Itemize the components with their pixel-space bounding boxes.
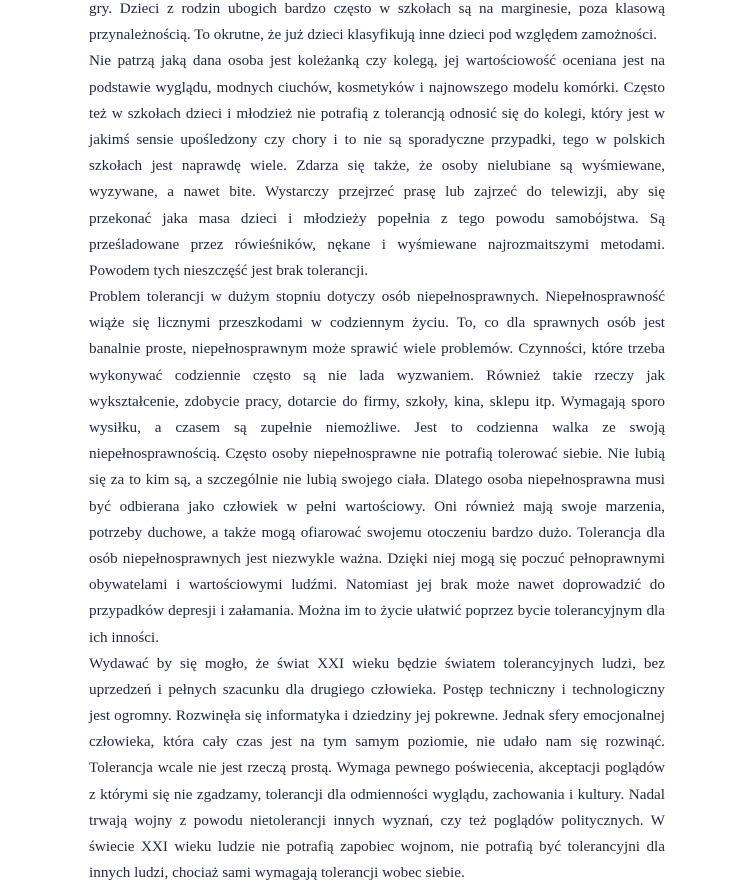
text-line: być odbierana jako człowiek w pełni wartościowy. Oni również mają swoje marzenia,: [89, 497, 665, 515]
text-line: wyzywane, a nawet bite. Wystarczy przejrzeć prasę lub zajrzeć do telewizji, aby się: [89, 183, 665, 201]
text-line: też w szkołach dzieci i młodzież nie potrafią z tolerancją odnosić się do kolegi, który jest w: [89, 104, 665, 122]
text-line: obywatelami i wartościowymi ludźmi. Natomiast jej brak może nawet doprowadzić do: [89, 576, 665, 594]
text-line: przekonać jaka masa dzieci i młodzieży popełnia z tego powodu samobójstwa. Są: [89, 209, 665, 227]
text-line: człowieka, która cały czas jest na tym samym poziomie, nie udało nam się rozwinąć.: [89, 733, 665, 751]
text-line: ich inności.: [89, 628, 160, 646]
text-line: się za to kim są, a szczególnie nie lubią swojego ciała. Dlatego osoba niepełnosprawna musi: [89, 471, 665, 489]
text-line: z którymi się nie zgadzamy, tolerancji dla odmienności wyglądu, zachowania i kultury. Nadal: [89, 785, 665, 803]
text-line: Powodem tych nieszczęść jest brak tolerancji.: [89, 261, 369, 279]
text-line: Nie patrzą jaką dana osoba jest koleżanką czy kolegą, jej wartościowość oceniana jest na: [89, 52, 665, 70]
text-line: wykształcenie, zdobycie pracy, dotarcie do firmy, szkoły, kina, sklepu itp. Wymagają sporo: [89, 392, 665, 410]
text-line: prześladowane przez rówieśników, nękane i wyśmiewane najrozmaitszymi metodami.: [89, 235, 665, 253]
text-line: wykonywać codziennie często są nie lada wyzwaniem. Również takie rzeczy jak: [89, 366, 665, 384]
text-line: jest ogromny. Rozwinęła się informatyka i dziedziny jej pokrewne. Jednak sfery emocjonalnej: [89, 707, 665, 725]
text-line: banalnie proste, niepełnosprawnym może sprawić wiele problemów. Czynności, które trzeba: [89, 340, 665, 358]
text-line: Problem tolerancji w dużym stopniu dotyczy osób niepełnosprawnych. Niepełnosprawność: [89, 288, 665, 306]
document-page: [89, 0, 665, 886]
text-line: podstawie wyglądu, modnych ciuchów, kosmetyków i najnowszego modelu komórki. Często: [89, 78, 665, 96]
document-body: [89, 0, 665, 886]
text-line: jakimś sensie upośledzony czy chory i to nie są sporadyczne przypadki, tego w polskich: [89, 130, 665, 148]
text-line: innych ludzi, chociaż sami wymagają tolerancji wobec siebie.: [89, 864, 465, 882]
text-line: trwają wojny z powodu nietolerancji innych wyznań, czy też poglądów politycznych. W: [89, 811, 665, 829]
text-line: osób niepełnosprawnych jest niezwykle ważna. Dzięki niej mogą się poczuć pełnoprawnymi: [89, 549, 665, 567]
text-line: potrzeby duchowe, a także mogą ofiarować swojemu otoczeniu bardzo dużo. Tolerancja dla: [89, 523, 665, 541]
text-line: wiąże się licznymi przeszkodami w codziennym życiu. To, co dla sprawnych osób jest: [89, 314, 665, 332]
text-line: świecie XXI wieku ludzie nie potrafią zapobiec wojnom, nie potrafią być tolerancyjni dla: [89, 838, 665, 855]
text-line: szkołach jest naprawdę wiele. Zdarza się także, że osoby nielubiane są wyśmiewane,: [89, 157, 665, 175]
text-line: przypadków depresji i załamania. Można im to życie ułatwić poprzez bycie tolerancyjnym dla: [89, 602, 665, 620]
text-line: przynależnością. To okrutne, że już dzieci klasyfikują inne dzieci pod względem zamożności.: [89, 26, 657, 44]
text-line: Wydawać by się mogło, że świat XXI wieku będzie światem tolerancyjnych ludzi, bez: [89, 654, 665, 672]
text-line: wysiłku, a czasem są zupełnie niemożliwe. Jest to codzienna walka ze swoją: [89, 419, 665, 436]
text-line: niepełnosprawnością. Często osoby niepełnosprawne nie potrafią tolerować siebie. Nie lubią: [89, 445, 665, 463]
text-line: Tolerancja wcale nie jest rzeczą prostą. Wymaga pewnego poświecenia, akceptacji poglądów: [89, 759, 665, 777]
text-line: gry. Dzieci z rodzin ubogich bardzo często w szkołach są na marginesie, poza klasową: [89, 0, 665, 17]
text-line: uprzedzeń i pełnych szacunku dla drugiego człowieka. Postęp techniczny i technologiczny: [89, 680, 665, 698]
